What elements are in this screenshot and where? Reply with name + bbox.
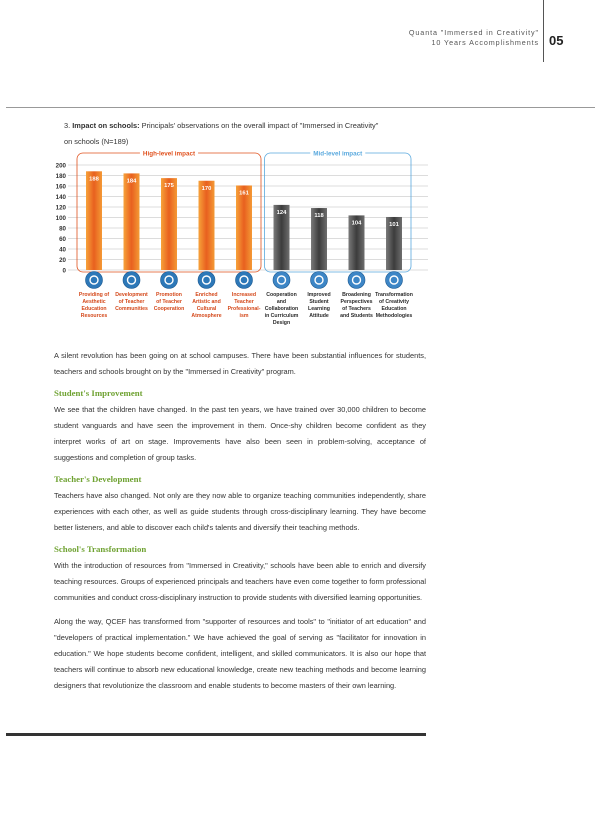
y-tick-label: 120 — [55, 204, 66, 212]
category-label: Methodologies — [375, 313, 413, 319]
category-label: Collaboration — [264, 306, 299, 312]
house-icon — [123, 272, 140, 289]
y-tick-label: 100 — [55, 214, 66, 222]
bar-value-label: 118 — [314, 213, 324, 220]
bar — [124, 173, 140, 270]
category-label: and Students — [340, 313, 373, 319]
category-label: Design — [272, 320, 291, 326]
hand-icon — [198, 272, 215, 289]
teachers-paragraph: Teachers have also changed. Not only are they now able to organize teaching communities independently, share experiences with each other, as well as guide students through cross-disciplinary learning. They have become better listeners, and able to discover each child's talents and diversify their teaching methods. — [54, 491, 426, 532]
palette-icon — [86, 272, 103, 289]
category-label: Teacher — [234, 299, 254, 305]
bar-value-label: 124 — [276, 209, 287, 216]
category-label: Increased — [231, 292, 257, 298]
category-label: Artistic and — [192, 299, 221, 305]
magnifier-icon — [386, 272, 403, 289]
category-label: Education — [81, 306, 107, 312]
category-label: Enriched — [195, 292, 218, 298]
category-label: Aesthetic — [82, 299, 106, 305]
bar-value-label: 184 — [126, 178, 137, 185]
category-label: Providing of — [78, 292, 110, 298]
page-header — [409, 28, 539, 48]
category-label: Cooperation — [153, 306, 185, 312]
students-paragraph: We see that the children have changed. In the past ten years, we have trained over 30,000 children to become student vanguards and have seen the improvement in them. Once-shy children become confident as they interpret works of art on stage. Improvements have also been seen in problem-solving, acceptance of suggestions and completion of group tasks. — [54, 405, 426, 462]
category-label: Broadening — [342, 292, 371, 298]
category-label: of Creativity — [379, 299, 409, 305]
section-title: Impact on schools: — [72, 121, 140, 130]
handshake-icon — [161, 272, 178, 289]
section-number: 3. — [64, 121, 71, 130]
category-label: Promotion — [156, 292, 182, 298]
y-tick-label: 180 — [55, 172, 66, 180]
section-description: Principals' observations on the overall impact of "Immersed in Creativity" — [141, 121, 379, 130]
group-label: High-level impact — [142, 150, 196, 158]
category-label: Communities — [115, 306, 148, 312]
bar — [161, 178, 177, 270]
category-label: Improved — [307, 292, 331, 298]
intro-paragraph: A silent revolution has been going on at school campuses. There have been substantial influences for students, teachers and schools brought on by the "Immersed in Creativity" program. — [54, 351, 426, 376]
category-label: Professional- — [227, 306, 261, 312]
category-label: ism — [239, 313, 249, 319]
category-label: Student — [309, 299, 329, 305]
category-label: of Teachers — [342, 306, 371, 312]
page-number: 05 — [549, 33, 564, 48]
link-icon — [273, 272, 290, 289]
group-label: Mid-level impact — [313, 150, 363, 158]
bar-value-label: 104 — [351, 220, 362, 227]
y-tick-label: 200 — [55, 162, 66, 170]
y-tick-label: 140 — [55, 193, 66, 201]
body-text — [54, 348, 426, 702]
category-label: Development — [115, 292, 148, 298]
bar — [199, 181, 215, 270]
y-tick-label: 20 — [59, 256, 66, 264]
category-label: Atmosphere — [191, 313, 222, 319]
cycle-icon — [236, 272, 253, 289]
category-label: and — [276, 299, 287, 305]
y-tick-label: 60 — [59, 235, 66, 243]
schools-heading: School's Transformation — [54, 544, 147, 554]
section-description-sample: on schools (N=189) — [64, 137, 129, 146]
students-heading: Student's Improvement — [54, 388, 143, 398]
header-divider — [543, 0, 544, 62]
bar-value-label: 161 — [239, 190, 249, 197]
bar-value-label: 175 — [164, 183, 174, 190]
bar-value-label: 188 — [89, 176, 99, 183]
bar — [86, 171, 102, 270]
category-label: of Teacher — [118, 299, 145, 305]
category-label: of Teacher — [156, 299, 182, 305]
teachers-heading: Teacher's Development — [54, 474, 142, 484]
bottom-rule — [6, 733, 426, 736]
category-label: Learning — [308, 306, 330, 312]
bar-value-label: 170 — [201, 185, 212, 192]
student-icon — [311, 272, 328, 289]
y-tick-label: 40 — [59, 246, 66, 254]
category-label: in Curriculum — [264, 313, 299, 319]
schools-paragraph: With the introduction of resources from "Immersed in Creativity," schools have been able to enrich and diversify teaching resources. Groups of experienced principals and teachers have even come together to form professional communities and conduct cross-disciplinary instruction to provide students with diversified learning opportunities. — [54, 561, 426, 602]
header-title: Quanta "Immersed in Creativity" — [408, 28, 539, 37]
category-label: Perspectives — [340, 299, 373, 305]
bar — [236, 185, 252, 270]
bar-value-label: 101 — [389, 221, 399, 228]
category-label: Cooperation — [266, 292, 297, 298]
category-label: Transformation — [375, 292, 413, 298]
category-label: Attitude — [309, 313, 329, 319]
y-tick-label: 160 — [55, 183, 66, 191]
y-tick-label: 80 — [59, 225, 66, 233]
header-subtitle: 10 Years Accomplishments — [431, 38, 539, 47]
category-label: Cultural — [196, 306, 217, 312]
circle-icon — [348, 272, 365, 289]
qcef-paragraph: Along the way, QCEF has transformed from "supporter of resources and tools" to "initiator of art education" and "developers of practical implementation." We have achieved the goal of serving as "facilitator for innovation in education." We hope students become confident, intelligent, and skilled communicators. It is also our hope that teachers will continue to absorb new educational knowledge, create new teaching methods and become learning designers that revolutionize the classroom and enable students to become masters of their own learning. — [54, 617, 426, 690]
top-rule — [6, 107, 595, 108]
y-tick-label: 0 — [62, 267, 66, 275]
category-label: Resources — [80, 313, 108, 319]
category-label: Education — [381, 306, 407, 312]
impact-bar-chart — [0, 145, 440, 360]
